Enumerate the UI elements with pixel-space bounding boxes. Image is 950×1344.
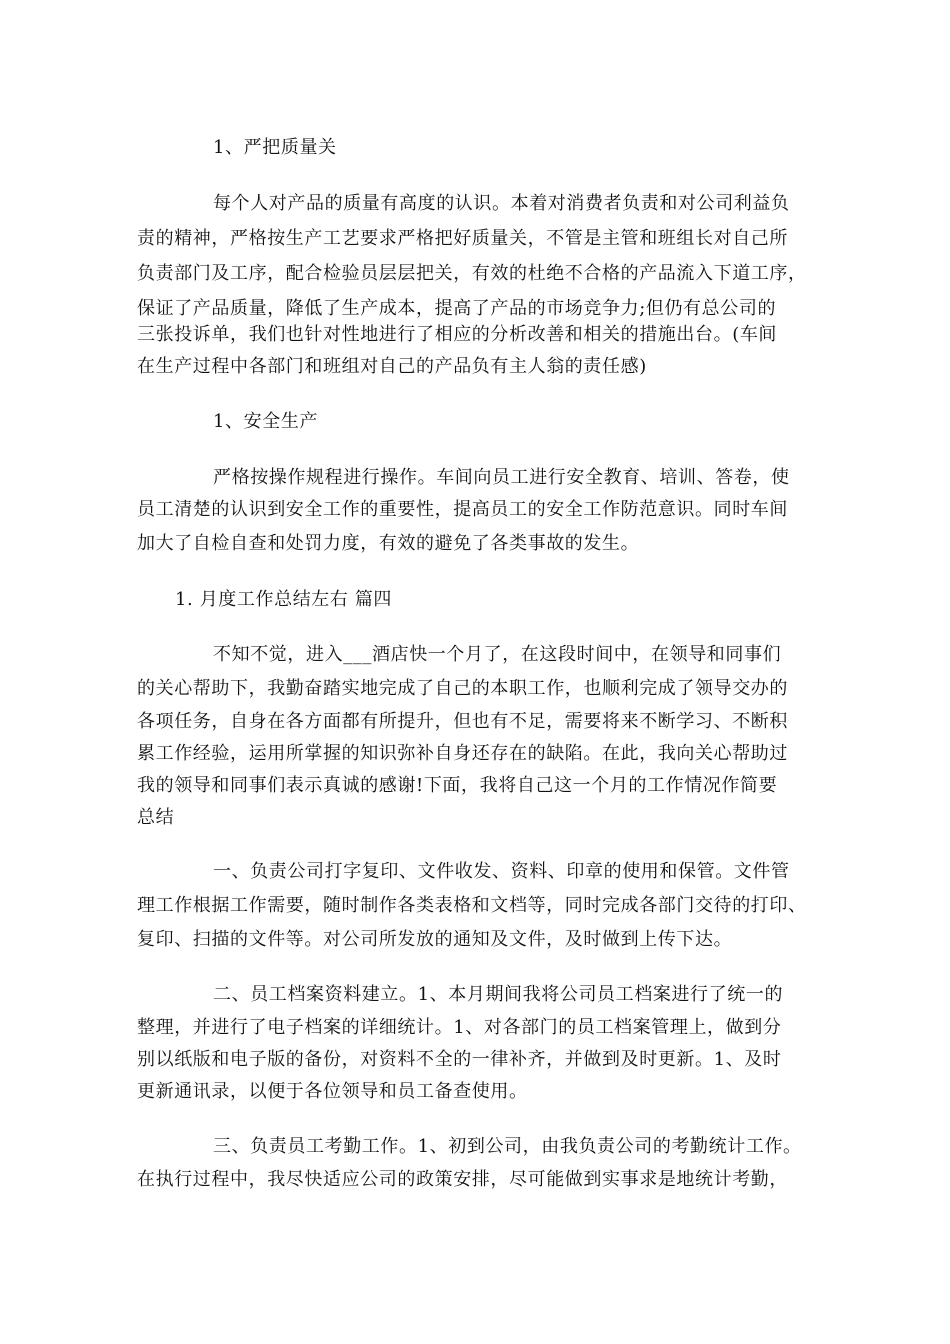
text-line: 各项任务，自身在各方面都有所提升，但也有不足，需要将来不断学习、不断积 xyxy=(137,711,788,732)
text-line: 责的精神，严格按生产工艺要求严格把好质量关，不管是主管和班组长对自己所 xyxy=(137,228,788,249)
text-line: 保证了产品质量，降低了生产成本，提高了产品的市场竞争力;但仍有总公司的 xyxy=(137,298,777,319)
text-line: 每个人对产品的质量有高度的认识。本着对消费者负责和对公司利益负 xyxy=(213,193,790,214)
text-line: 三张投诉单，我们也针对性地进行了相应的分析改善和相关的措施出台。(车间 xyxy=(137,324,778,345)
text-line: 更新通讯录，以便于各位领导和员工备查使用。 xyxy=(137,1081,528,1102)
section-title: 1. 月度工作总结左右 篇四 xyxy=(175,589,393,610)
heading-quality: 1、严把质量关 xyxy=(213,137,337,158)
text-line: 别以纸版和电子版的备份，对资料不全的一律补齐，并做到及时更新。1、及时 xyxy=(137,1049,782,1070)
heading-safety: 1、安全生产 xyxy=(213,411,319,432)
text-line: 负责部门及工序，配合检验员层层把关，有效的杜绝不合格的产品流入下道工序， xyxy=(137,263,807,284)
text-line: 员工清楚的认识到安全工作的重要性，提高员工的安全工作防范意识。同时车间 xyxy=(137,499,788,520)
text-line: 整理，并进行了电子档案的详细统计。1、对各部门的员工档案管理上，做到分 xyxy=(137,1017,782,1038)
text-line: 在执行过程中，我尽快适应公司的政策安排，尽可能做到实事求是地统计考勤， xyxy=(137,1169,788,1190)
text-line: 我的领导和同事们表示真诚的感谢!下面，我将自己这一个月的工作情况作简要 xyxy=(137,775,778,796)
text-line: 累工作经验，运用所掌握的知识弥补自身还存在的缺陷。在此，我向关心帮助过 xyxy=(137,743,788,764)
text-line: 理工作根据工作需要，随时制作各类表格和文档等，同时完成各部门交待的打印、 xyxy=(137,895,807,916)
text-line: 在生产过程中各部门和班组对自己的产品负有主人翁的责任感) xyxy=(137,356,647,377)
text-line: 二、员工档案资料建立。1、本月期间我将公司员工档案进行了统一的 xyxy=(213,984,784,1005)
text-line: 总结 xyxy=(137,807,175,828)
text-line: 不知不觉，进入___酒店快一个月了，在这段时间中，在领导和同事们 xyxy=(213,644,782,665)
text-line: 加大了自检自查和处罚力度，有效的避免了各类事故的发生。 xyxy=(137,533,640,554)
text-line: 的关心帮助下，我勤奋踏实地完成了自己的本职工作，也顺利完成了领导交办的 xyxy=(137,678,788,699)
text-line: 一、负责公司打字复印、文件收发、资料、印章的使用和保管。文件管 xyxy=(213,861,790,882)
text-line: 三、负责员工考勤工作。1、初到公司，由我负责公司的考勤统计工作。 xyxy=(213,1136,802,1157)
text-line: 复印、扫描的文件等。对公司所发放的通知及文件，及时做到上传下达。 xyxy=(137,929,733,950)
text-line: 严格按操作规程进行操作。车间向员工进行安全教育、培训、答卷，使 xyxy=(213,467,790,488)
